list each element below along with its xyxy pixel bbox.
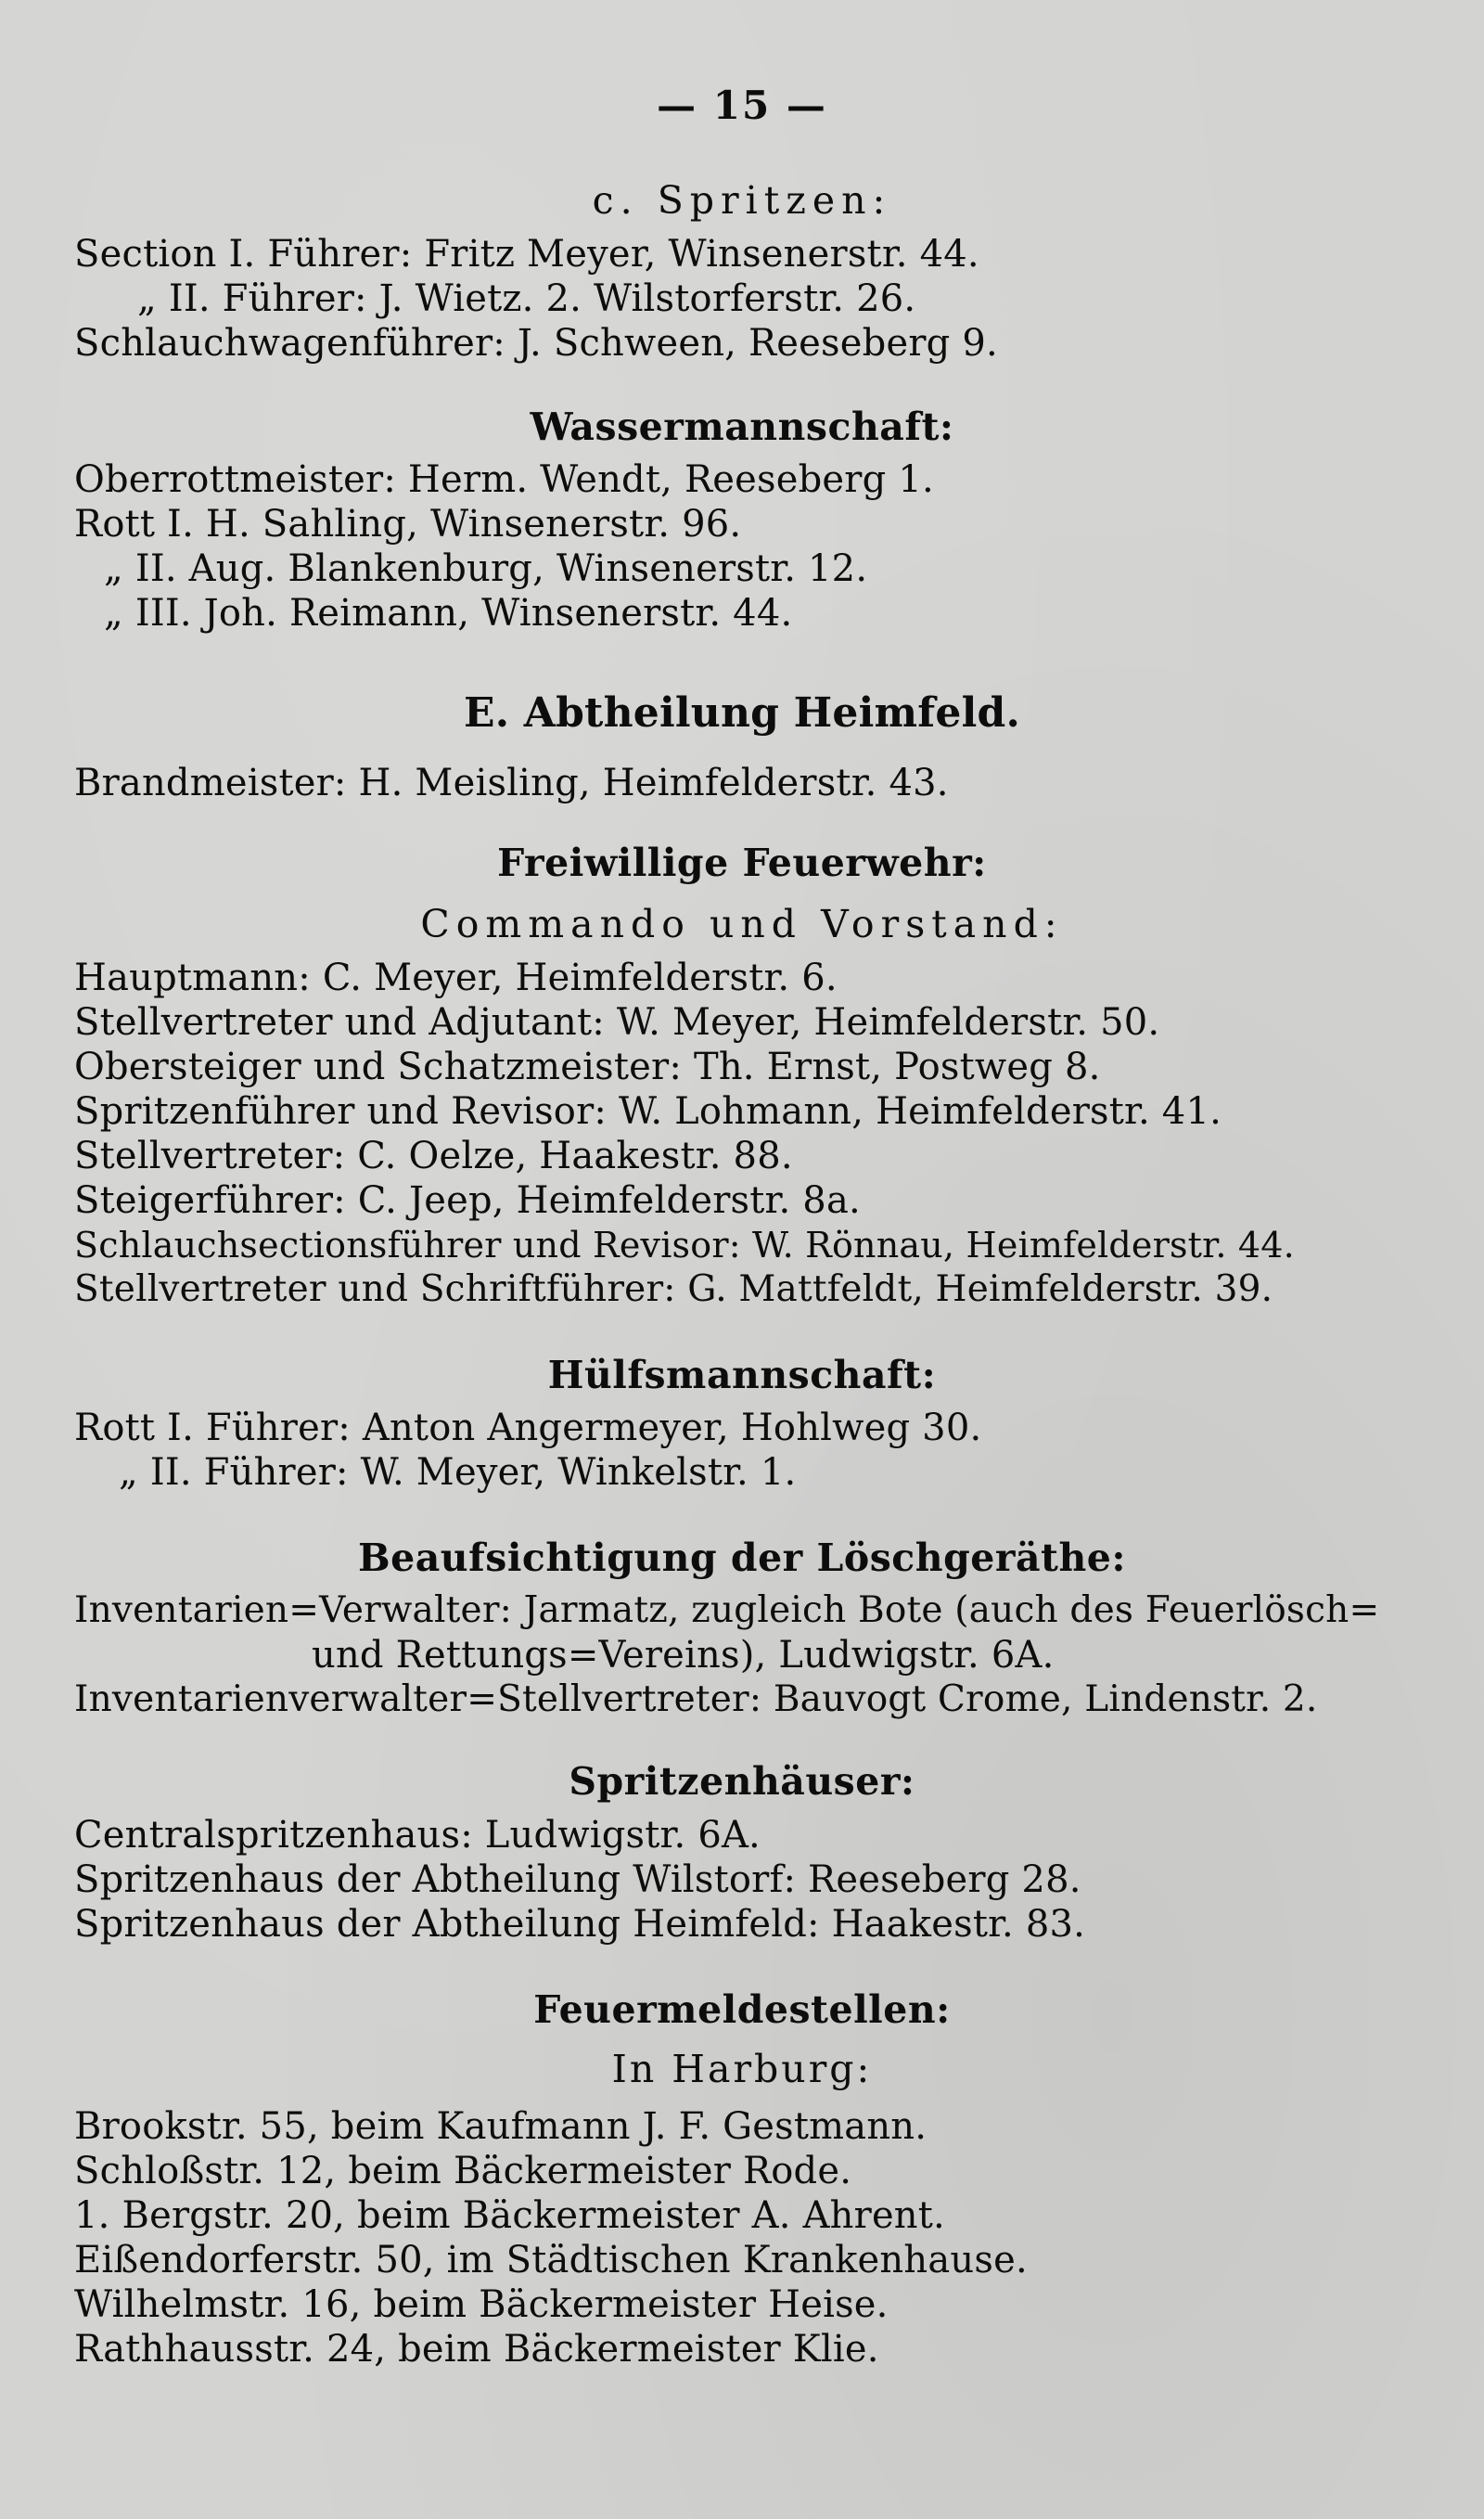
- text-line: Section I. Führer: Fritz Meyer, Winsenerstr. 44.: [74, 233, 979, 276]
- text-line: Spritzenführer und Revisor: W. Lohmann, Heimfelderstr. 41.: [74, 1090, 1222, 1133]
- subsection-title-in-harburg: In Harburg:: [611, 2047, 873, 2091]
- text-line: Spritzenhaus der Abtheilung Heimfeld: Haakestr. 83.: [74, 1903, 1086, 1946]
- text-line: Schlauchwagenführer: J. Schween, Reeseberg 9.: [74, 322, 998, 365]
- subsection-title-commando: Commando und Vorstand:: [420, 902, 1064, 946]
- section-title-feuermeldestellen: Feuermeldestellen:: [533, 1987, 951, 2032]
- text-line: Schlauchsectionsführer und Revisor: W. Rönnau, Heimfelderstr. 44.: [74, 1225, 1295, 1266]
- text-line: Obersteiger und Schatzmeister: Th. Ernst, Postweg 8.: [74, 1046, 1101, 1088]
- text-line: Steigerführer: C. Jeep, Heimfelderstr. 8a.: [74, 1179, 861, 1222]
- section-title-wassermannschaft: Wassermannschaft:: [530, 405, 954, 449]
- text-line: Schloßstr. 12, beim Bäckermeister Rode.: [74, 2150, 852, 2192]
- text-line: und Rettungs=Vereins), Ludwigstr. 6A.: [312, 1634, 1055, 1677]
- text-line: Spritzenhaus der Abtheilung Wilstorf: Reeseberg 28.: [74, 1858, 1081, 1901]
- text-line: Wilhelmstr. 16, beim Bäckermeister Heise.: [74, 2283, 889, 2326]
- section-title-spritzen: c. Spritzen:: [592, 178, 892, 223]
- text-line: 1. Bergstr. 20, beim Bäckermeister A. Ahrent.: [74, 2194, 945, 2237]
- page-number: — 15 —: [657, 83, 827, 128]
- text-line: „ II. Führer: W. Meyer, Winkelstr. 1.: [119, 1451, 797, 1494]
- text-line: Centralspritzenhaus: Ludwigstr. 6A.: [74, 1814, 761, 1857]
- text-line: Stellvertreter und Adjutant: W. Meyer, Heimfelderstr. 50.: [74, 1001, 1160, 1044]
- section-title-spritzenhaeuser: Spritzenhäuser:: [569, 1759, 915, 1804]
- text-line: Rathhausstr. 24, beim Bäckermeister Klie.: [74, 2328, 879, 2371]
- section-title-huelfsmannschaft: Hülfsmannschaft:: [547, 1353, 937, 1397]
- text-line: Hauptmann: C. Meyer, Heimfelderstr. 6.: [74, 957, 838, 999]
- text-line: Eißendorferstr. 50, im Städtischen Krankenhause.: [74, 2239, 1028, 2281]
- text-line: Brandmeister: H. Meisling, Heimfelderstr. 43.: [74, 762, 949, 804]
- section-title-freiwillige-feuerwehr: Freiwillige Feuerwehr:: [497, 841, 987, 885]
- section-title-abtheilung-heimfeld: E. Abtheilung Heimfeld.: [463, 689, 1021, 737]
- text-line: Inventarien=Verwalter: Jarmatz, zugleich Bote (auch des Feuerlösch=: [74, 1589, 1380, 1631]
- text-line: „ II. Aug. Blankenburg, Winsenerstr. 12.: [104, 547, 868, 590]
- text-line: Oberrottmeister: Herm. Wendt, Reeseberg 1.: [74, 458, 934, 501]
- text-line: Inventarienverwalter=Stellvertreter: Bauvogt Crome, Lindenstr. 2.: [74, 1678, 1318, 1720]
- text-line: Rott I. H. Sahling, Winsenerstr. 96.: [74, 503, 742, 546]
- text-line: Stellvertreter und Schriftführer: G. Mattfeldt, Heimfelderstr. 39.: [74, 1268, 1273, 1310]
- text-line: „ III. Joh. Reimann, Winsenerstr. 44.: [104, 592, 793, 635]
- text-line: Brookstr. 55, beim Kaufmann J. F. Gestmann.: [74, 2105, 928, 2148]
- text-line: „ II. Führer: J. Wietz. 2. Wilstorferstr. 26.: [137, 277, 916, 320]
- text-line: Rott I. Führer: Anton Angermeyer, Hohlweg 30.: [74, 1407, 982, 1449]
- section-title-beaufsichtigung: Beaufsichtigung der Löschgeräthe:: [358, 1536, 1126, 1580]
- text-line: Stellvertreter: C. Oelze, Haakestr. 88.: [74, 1135, 793, 1177]
